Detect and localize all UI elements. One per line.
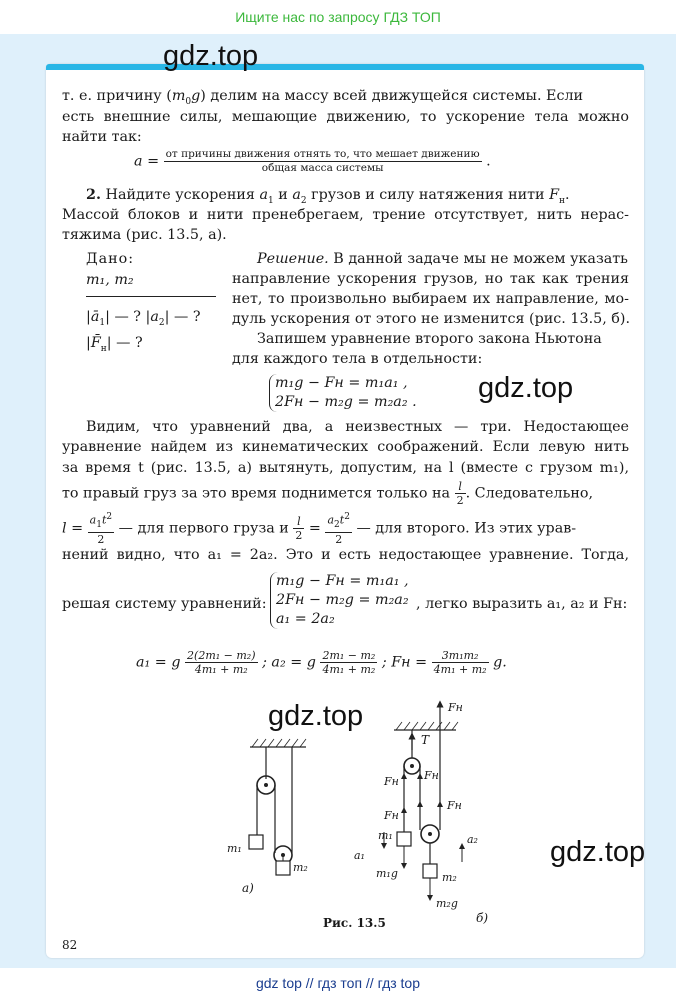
label-fn: Fн (384, 809, 399, 822)
text-line: за время t (рис. 13.5, а) вытянуть, допустим, на l (вместе с грузом m₁), (62, 460, 629, 476)
text-line: нений видно, что a₁ = 2a₂. Это и есть недостающее уравнение. Тогда, (62, 547, 629, 563)
page-number: 82 (62, 938, 78, 952)
label-fn: Fн (447, 799, 462, 812)
solution-line: Запишем уравнение второго закона Ньютона (257, 331, 602, 347)
task-2-line: 2. Найдите ускорения $a_1$ и $a_2$ грузов и силу натяжения нити $F_н$. (86, 187, 570, 206)
text-line: есть внешние силы, мешающие движению, то ускорение тела можно (62, 109, 629, 125)
label-a2: a₂ (467, 833, 478, 846)
page-top-bar (46, 64, 644, 70)
label-fn: Fн (384, 775, 399, 788)
text-line: то правый груз за это время поднимется только на $\frac{l}{2}$ . Следовательно, (62, 480, 594, 507)
given-divider (86, 296, 216, 297)
label-a1: a₁ (354, 849, 365, 862)
label-m1: m₁ (227, 842, 242, 855)
solution-line: направление ускорения грузов, но так как трения (232, 271, 629, 287)
watermark: gdz.top (268, 700, 364, 732)
find-accel: $|ā_1|$ — ? $|a_2|$ — ? (86, 309, 201, 328)
solution-line: Решение. В данной задаче мы не можем указать (257, 251, 628, 267)
figure-a-label: а) (242, 881, 254, 895)
text-line: решая систему уравнений: (62, 596, 267, 612)
label-T: T (421, 733, 430, 747)
label-m2: m₂ (293, 861, 308, 874)
solution-line: для каждого тела в отдельности: (232, 351, 483, 367)
label-m1-b: m₁ (378, 829, 393, 842)
label-m1g: m₁g (376, 867, 398, 880)
given-masses: m₁, m₂ (86, 272, 134, 288)
bottom-banner: gdz top // гдз топ // гдз top (0, 968, 676, 1000)
solution-line: дуль ускорения от этого не изменится (рис. 13.5, б). (232, 311, 631, 327)
figure-caption: Рис. 13.5 (323, 916, 386, 930)
label-m2g: m₂g (436, 897, 458, 910)
equation-system-2: m₁g − Fн = m₁a₁ , 2Fн − m₂g = m₂a₂ a₁ = 2a₂ (270, 572, 409, 629)
solution-line: нет, то произвольно выбираем их направление, мо- (232, 291, 629, 307)
text-line: Видим, что уравнений два, а неизвестных — три. Недостающее (86, 419, 629, 435)
equation-system-1: m₁g − Fн = m₁a₁ , 2Fн − m₂g = m₂a₂ . (269, 374, 417, 412)
answer-formula: a₁ = g $\frac{\text{2(2m₁ − m₂)}}{\text{4m₁ + m₂}}$ ; a₂ = g $\frac{\text{2m₁ − m₂}}{\text{4m₁ + m₂}}$ ; Fн = $\frac{\text{3m₁m₂}}{\text{4m₁ + m₂}}$ g. (136, 649, 507, 676)
top-banner: Ищите нас по запросу ГДЗ ТОП (0, 0, 676, 34)
watermark: gdz.top (478, 372, 574, 404)
given-title: Дано: (86, 251, 135, 267)
text-line: тяжима (рис. 13.5, а). (62, 227, 227, 243)
watermark: gdz.top (550, 836, 646, 868)
watermark: gdz.top (163, 40, 259, 72)
label-m2-b: m₂ (442, 871, 457, 884)
formula-a: a = от причины движения отнять то, что мешает движению общая масса системы . (134, 148, 491, 174)
text-line: уравнение найдем из кинематических соображений. Если левую нить (62, 439, 629, 455)
figure-b-label: б) (476, 911, 489, 925)
text-line: найти так: (62, 129, 142, 145)
text-line: т. е. причину $(m_0g)$ делим на массу всей движущейся системы. Если (62, 88, 584, 107)
find-tension: $|F̄_н|$ — ? (86, 335, 143, 354)
text-line: Массой блоков и нити пренебрегаем, трение отсутствует, нить нерас- (62, 207, 629, 223)
label-fn-top: Fн (448, 701, 463, 714)
text-line: l = $\frac{a_1t^2}{2}$ — для первого груза и $\frac{l}{2}$ = $\frac{a_2t^2}{2}$ — для второго. Из этих урав- (62, 512, 577, 546)
text-line: , легко выразить a₁, a₂ и Fн: (416, 596, 628, 612)
label-fn: Fн (424, 769, 439, 782)
